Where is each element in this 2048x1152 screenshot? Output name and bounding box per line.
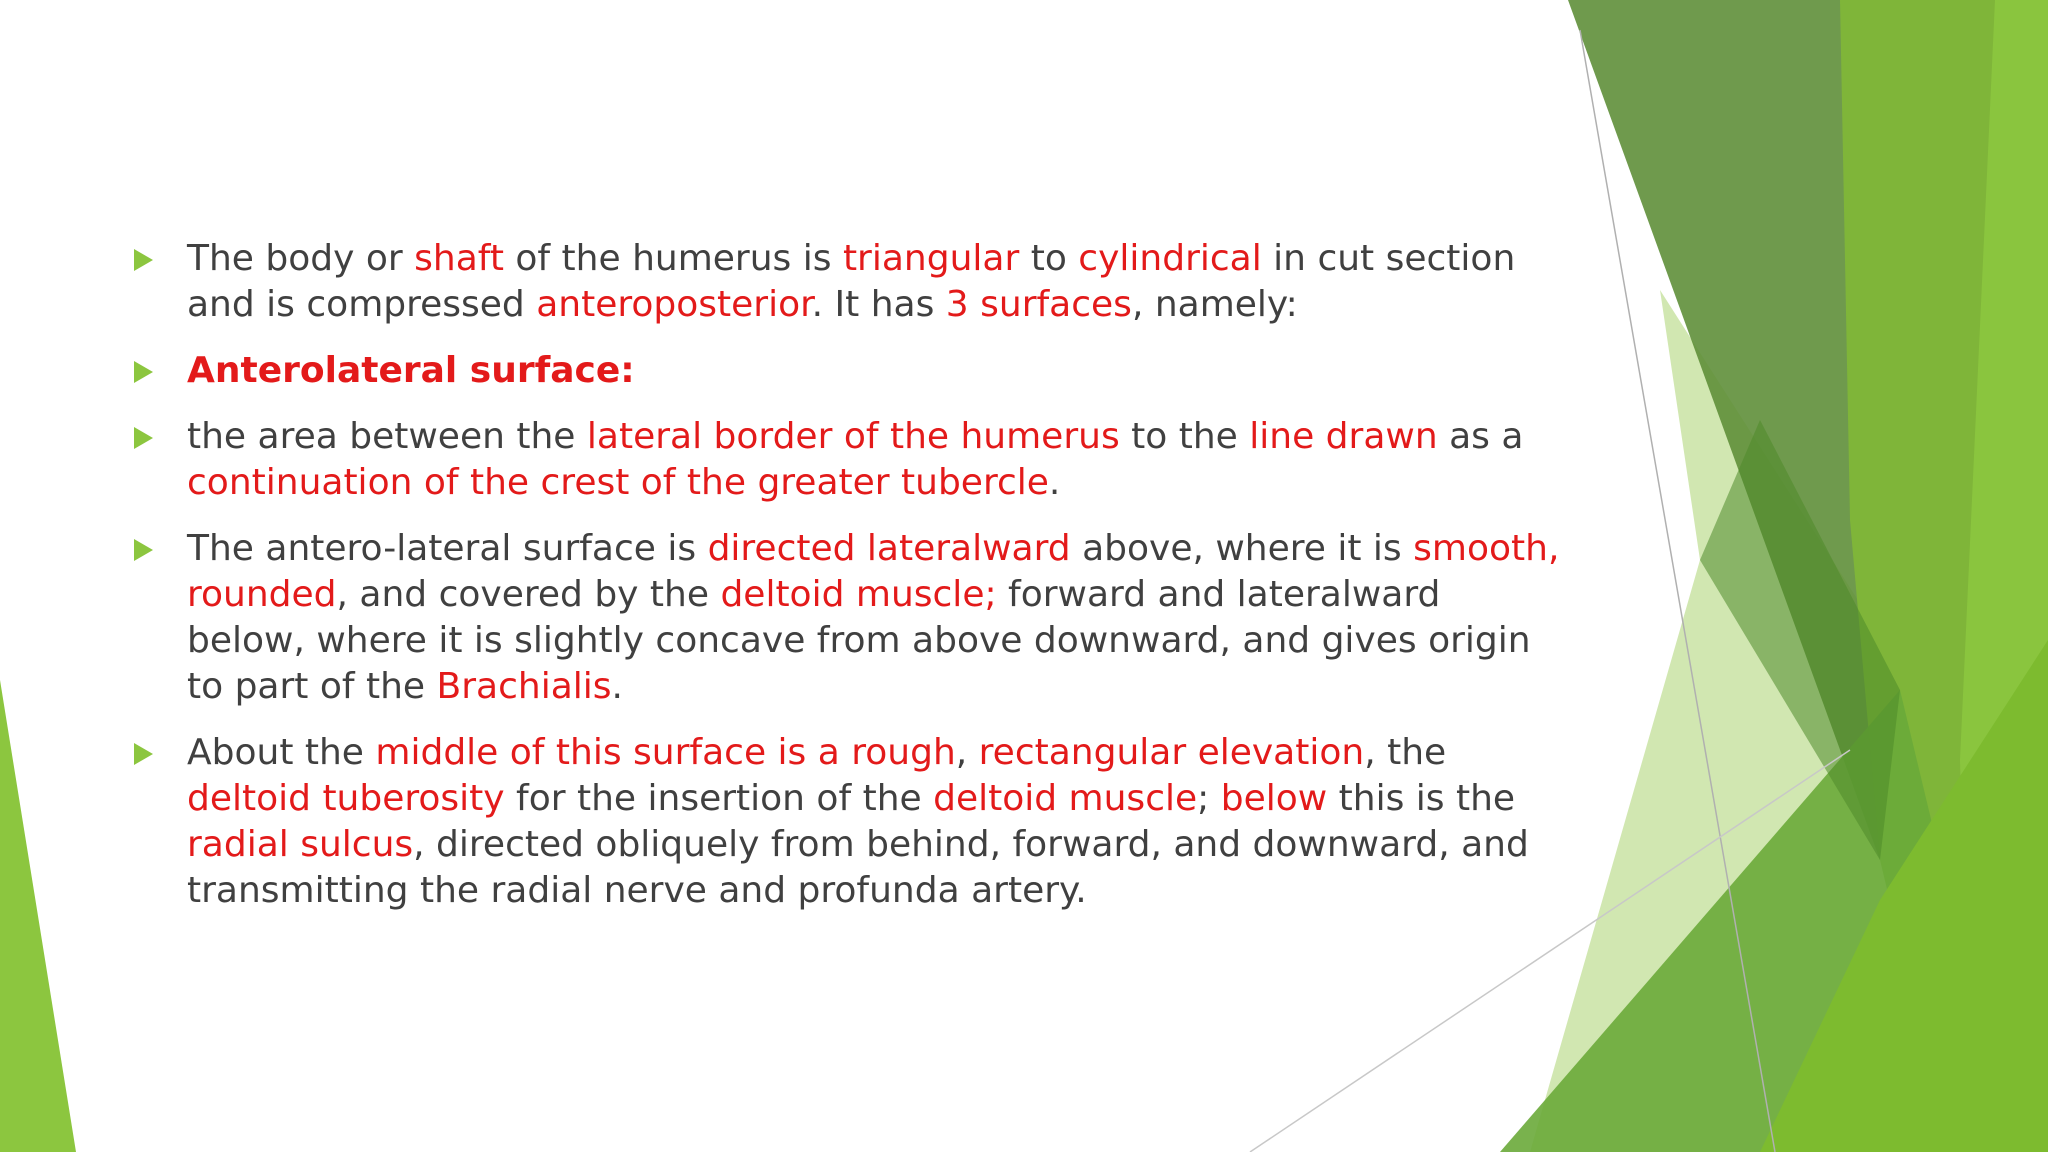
highlighted-text: Anterolateral surface: bbox=[187, 350, 635, 391]
triangle-right-icon bbox=[134, 539, 153, 561]
highlighted-text: smooth, rounded bbox=[187, 528, 1560, 615]
highlighted-text: shaft bbox=[414, 238, 504, 279]
body-text: The body or bbox=[187, 238, 415, 279]
highlighted-text: directed lateralward bbox=[707, 528, 1071, 569]
triangle-right-icon bbox=[134, 361, 153, 383]
body-text: the area between the bbox=[187, 416, 587, 457]
body-text: of the humerus is bbox=[503, 238, 843, 279]
bullet-item bbox=[130, 730, 1560, 914]
body-text: ; bbox=[1197, 778, 1221, 819]
triangle-right-icon bbox=[134, 743, 153, 765]
body-text: About the bbox=[187, 732, 376, 773]
body-text: . bbox=[611, 666, 623, 707]
highlighted-text: deltoid muscle; bbox=[720, 574, 997, 615]
body-text: , and covered by the bbox=[336, 574, 721, 615]
highlighted-text: middle of this surface is a rough bbox=[375, 732, 956, 773]
bullet-item bbox=[130, 348, 1560, 394]
highlighted-text: rectangular elevation bbox=[978, 732, 1365, 773]
triangle-right-icon bbox=[134, 249, 153, 271]
highlighted-text: 3 surfaces bbox=[945, 284, 1132, 325]
body-text: in cut section and is compressed bbox=[187, 238, 1516, 325]
highlighted-text: triangular bbox=[842, 238, 1020, 279]
left-green-sliver bbox=[0, 680, 76, 1152]
body-text: forward and lateralward below, where it is slightly concave from above downward, and gives origin to part of the bbox=[187, 574, 1531, 707]
bullet-item bbox=[130, 236, 1560, 328]
highlighted-text: cylindrical bbox=[1078, 238, 1262, 279]
highlighted-text: below bbox=[1220, 778, 1328, 819]
bullet-item bbox=[130, 526, 1560, 710]
body-text: to bbox=[1019, 238, 1079, 279]
highlighted-text: radial sulcus bbox=[187, 824, 414, 865]
body-text: as a bbox=[1437, 416, 1524, 457]
body-text: , the bbox=[1364, 732, 1447, 773]
bullet-list bbox=[130, 236, 1560, 934]
body-text: . bbox=[1048, 462, 1061, 503]
body-text: this is the bbox=[1327, 778, 1516, 819]
highlighted-text: Brachialis bbox=[436, 666, 612, 707]
body-text: , namely: bbox=[1131, 284, 1298, 325]
body-text: The antero-lateral surface is bbox=[187, 528, 708, 569]
body-text: above, where it is bbox=[1070, 528, 1414, 569]
highlighted-text: deltoid tuberosity bbox=[187, 778, 505, 819]
body-text: , directed obliquely from behind, forward, and downward, and transmitting the radial nerve and profunda artery. bbox=[187, 824, 1529, 911]
body-text: for the insertion of the bbox=[504, 778, 934, 819]
body-text: . It has bbox=[811, 284, 946, 325]
highlighted-text: continuation of the crest of the greater tubercle bbox=[187, 462, 1049, 503]
body-text: to the bbox=[1119, 416, 1250, 457]
highlighted-text: line drawn bbox=[1249, 416, 1438, 457]
highlighted-text: deltoid muscle bbox=[933, 778, 1198, 819]
triangle-right-icon bbox=[134, 427, 153, 449]
bullet-item bbox=[130, 414, 1560, 506]
body-text: , bbox=[955, 732, 979, 773]
highlighted-text: anteroposterior bbox=[536, 284, 812, 325]
highlighted-text: lateral border of the humerus bbox=[586, 416, 1120, 457]
